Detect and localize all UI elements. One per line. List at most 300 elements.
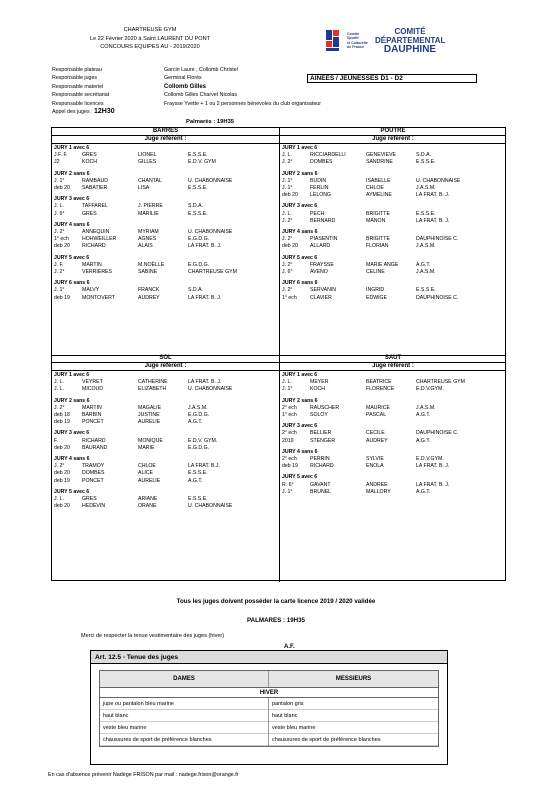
jury-title: JURY 5 avec 6 — [54, 254, 90, 261]
judge-club: S.D.A. — [188, 287, 203, 294]
col-messieurs: MESSIEURS — [269, 671, 438, 687]
jury-title: JURY 6 sans 6 — [54, 280, 90, 287]
judge-lastname: AVENO — [310, 269, 328, 276]
judge-lastname: PONCET — [82, 419, 104, 426]
judge-club: DAUPHINOISE C. — [416, 430, 459, 437]
judge-club: LA FRAT. B. J. — [188, 379, 222, 386]
committee-logo — [325, 26, 475, 62]
judge-club: E.S.S.E. — [188, 496, 208, 503]
judge-level: J. L. — [282, 379, 292, 386]
judge-row — [54, 386, 279, 393]
judge-firstname: FLORENCE — [366, 386, 395, 393]
palmares-time: Palmarès : 19H35 — [186, 119, 235, 125]
judge-lastname: FERLIN — [310, 185, 329, 192]
judge-club: LA FRAT. B. J. — [188, 243, 222, 250]
judge-club: J.A.S.M. — [416, 269, 436, 276]
judge-level: deb 20 — [54, 503, 70, 510]
judge-club: E.S.S.E. — [416, 210, 436, 217]
judge-row — [54, 243, 279, 250]
judge-firstname: J. PIERRE — [138, 203, 163, 210]
judge-row — [54, 203, 279, 210]
judge-firstname: GILLES — [138, 159, 157, 166]
judge-club: E.S.S.E. — [416, 159, 436, 166]
judge-level: deb 20 — [54, 243, 70, 250]
judge-club: S.D.A. — [188, 203, 203, 210]
judge-row — [54, 295, 279, 302]
judge-level: J. 1° — [54, 287, 65, 294]
licence-note: Tous les juges doivent posséder la carte licence 2019 / 2020 validée — [176, 598, 376, 605]
judge-level: J. 2° — [54, 404, 65, 411]
jury-block — [280, 398, 506, 420]
judge-level: 2° ech — [282, 404, 297, 411]
responsable-row: Responsable plateau Garcin Laure , Collomb Christel — [52, 67, 238, 73]
document-header — [60, 26, 240, 52]
judge-level: 1° ech — [54, 236, 69, 243]
tenue-item: haut blanc — [269, 710, 438, 722]
judge-lastname: VERRIERES — [82, 269, 112, 276]
judge-club: J.A.S.M. — [416, 185, 436, 192]
judge-level: J. 1° — [282, 488, 293, 495]
af-label: A.F. — [284, 644, 295, 650]
judge-lastname: RICHARD — [82, 243, 106, 250]
judge-lastname: RICCIARDELLI — [310, 152, 346, 159]
jury-title: JURY 2 sans 6 — [282, 397, 318, 404]
judge-level: deb 20 — [282, 243, 298, 250]
judge-club: LA FRAT. B. J. — [188, 294, 222, 301]
judge-level: deb 19 — [54, 419, 70, 426]
jury-title: JURY 6 sans 6 — [282, 280, 318, 287]
tenue-item: veste bleu marine — [100, 722, 268, 734]
judge-firstname: MARILIE — [138, 210, 159, 217]
judge-club: S.D.A. — [416, 152, 431, 159]
judge-row — [282, 218, 506, 225]
judge-level: J. 1° — [282, 386, 293, 393]
judge-lastname: RAMBAUD — [82, 177, 108, 184]
tenue-table — [90, 650, 448, 765]
juge-referent-label: Juge référent : — [280, 363, 506, 371]
tenue-item: jupe ou pantalon bleu marine — [100, 698, 268, 710]
jury-block — [52, 196, 279, 218]
apparatus-name: POUTRE — [280, 128, 506, 136]
judge-row — [282, 489, 506, 496]
judge-level: deb 19 — [54, 294, 70, 301]
jury-title: JURY 1 avec 6 — [54, 145, 90, 151]
apparatus-panel-poutre — [279, 128, 506, 355]
jury-block — [280, 280, 506, 302]
judge-lastname: MARTIN — [82, 261, 102, 268]
responsable-row: Responsable materiel Collomb Gilles — [52, 83, 207, 90]
judge-firstname: SANDRINE — [366, 159, 393, 166]
apparatus-panel-saut — [279, 355, 506, 582]
judge-club: LA FRAT. B. J. — [416, 192, 450, 199]
judge-club: A.G.T. — [416, 488, 431, 495]
jury-block — [280, 255, 506, 277]
judge-firstname: ENOLA — [366, 463, 384, 470]
apparatus-name: BARRES — [52, 128, 279, 136]
tenue-item: chaussures de sport de préférence blanches — [269, 734, 438, 746]
judge-level: J. L. — [54, 203, 64, 210]
judge-lastname: DOMBES — [310, 159, 333, 166]
judge-lastname: ANNEQUIN — [82, 229, 110, 236]
judge-club: LA FRAT. B. J. — [416, 481, 450, 488]
judge-row — [54, 287, 279, 294]
judge-lastname: RAUSCHER — [310, 404, 340, 411]
judge-firstname: AUDREY — [138, 294, 160, 301]
footer-contact: En cas d'absence prévenir Nadège FRISON par mail : nadege.frison@orange.fr — [48, 772, 239, 778]
judge-club: DAUPHINOISE C. — [416, 294, 459, 301]
judge-lastname: GAVANT — [310, 481, 331, 488]
judge-firstname: AURELIE — [138, 419, 161, 426]
jury-title: JURY 2 sans 6 — [282, 170, 318, 177]
jury-title: JURY 5 avec 6 — [282, 254, 318, 261]
judge-lastname: VEYRET — [82, 379, 103, 386]
judge-lastname: DOMBES — [82, 470, 105, 477]
judge-lastname: RICHARD — [310, 463, 334, 470]
judge-row — [282, 438, 506, 445]
judge-level: J. 1° — [282, 177, 293, 184]
messieurs-items — [269, 698, 438, 746]
judge-row — [282, 287, 506, 294]
judge-row — [54, 211, 279, 218]
judge-firstname: CECILE — [366, 430, 385, 437]
judge-level: J.F. F. — [54, 152, 68, 159]
judge-row — [54, 438, 279, 445]
apparatus-name: SAUT — [280, 355, 506, 363]
judge-firstname: LIONEL — [138, 152, 157, 159]
judge-firstname: AGNES — [138, 236, 157, 243]
judge-lastname: MONTOVERT — [82, 294, 115, 301]
judge-level: deb 20 — [54, 470, 70, 477]
judge-club: E.S.S.E. — [188, 185, 208, 192]
judge-level: J. L. — [282, 152, 292, 159]
judge-firstname: GENEVIEVE — [366, 152, 396, 159]
judge-firstname: ALAIS — [138, 243, 153, 250]
judge-lastname: BAURAND — [82, 444, 108, 451]
judge-level: J. L. — [54, 386, 64, 393]
jury-block — [52, 372, 279, 394]
judge-level: J. 2° — [54, 463, 65, 470]
jury-block — [52, 255, 279, 277]
jury-grid — [51, 127, 506, 581]
judge-row — [54, 379, 279, 386]
jury-block — [280, 423, 506, 445]
judge-level: J. L. — [54, 379, 64, 386]
judge-row — [282, 262, 506, 269]
judge-lastname: GRES — [82, 210, 97, 217]
judge-firstname: AUDREY — [366, 437, 388, 444]
judge-club: E.G.D.G. — [188, 236, 210, 243]
judge-level: 2° ech — [282, 430, 297, 437]
jury-block — [52, 280, 279, 302]
judge-firstname: ELIZABETH — [138, 386, 167, 393]
judge-level: J. 6° — [282, 269, 293, 276]
jury-block — [52, 489, 279, 511]
judge-club: E.D.V. GYM — [188, 159, 216, 166]
judge-row — [282, 295, 506, 302]
judge-row — [54, 503, 279, 510]
judge-lastname: BERNARD — [310, 217, 336, 224]
col-dames: DAMES — [100, 671, 269, 687]
jury-block — [280, 229, 506, 251]
judge-level: 2° ech — [282, 456, 297, 463]
judge-level: J. 1° — [282, 185, 293, 192]
judge-row — [54, 229, 279, 236]
judge-level: 1° ech — [282, 294, 297, 301]
tenue-title: Art. 12.5 - Tenue des juges — [91, 651, 447, 664]
judge-club: CHARTREUSE GYM — [188, 269, 237, 276]
judge-firstname: SYLVIE — [366, 456, 384, 463]
judge-row — [282, 236, 506, 243]
judge-row — [282, 243, 506, 250]
jury-title: JURY 3 avec 6 — [282, 203, 318, 210]
judge-row — [282, 386, 506, 393]
judge-level: J. 1° — [54, 177, 65, 184]
judge-firstname: EDWIGE — [366, 294, 388, 301]
judge-level: J. 2° — [282, 287, 293, 294]
header-competition: CONCOURS EQUIPES AU - 2019/2020 — [100, 44, 200, 50]
judge-lastname: GRES — [82, 152, 97, 159]
logo-mark-icon — [325, 28, 347, 58]
judge-row — [54, 412, 279, 419]
judge-row — [282, 211, 506, 218]
judge-level: R. 6° — [282, 481, 294, 488]
judge-club: U. CHABONNAISE — [188, 177, 233, 184]
judge-club: E.G.D.G. — [188, 412, 210, 419]
jury-block — [52, 145, 279, 167]
jury-title: JURY 1 avec 6 — [282, 372, 318, 378]
jury-title: JURY 1 avec 6 — [54, 372, 90, 378]
judge-row — [54, 463, 279, 470]
judge-row — [54, 185, 279, 192]
judge-lastname: KOCH — [310, 386, 325, 393]
judge-firstname: MAURICE — [366, 404, 390, 411]
judge-lastname: SERVANIN — [310, 287, 337, 294]
judge-row — [282, 269, 506, 276]
jury-block — [52, 456, 279, 485]
judge-club: E.D.V.GYM. — [416, 386, 444, 393]
judge-club: E.G.D.G. — [188, 444, 210, 451]
judge-lastname: SOLOY — [310, 412, 328, 419]
judge-firstname: ALICE — [138, 470, 153, 477]
judge-lastname: ALLARD — [310, 243, 331, 250]
tenue-note: Merci de respecter la tenue vestimentaire des juges (hiver) — [81, 633, 225, 639]
judge-lastname: FRAYSSE — [310, 261, 334, 268]
judge-level: deb 19 — [282, 463, 298, 470]
judge-lastname: PECH — [310, 210, 325, 217]
judge-firstname: ANDREE — [366, 481, 388, 488]
judge-lastname: SABATIER — [82, 185, 108, 192]
judge-club: U. CHABONNAISE — [188, 386, 233, 393]
jury-block — [280, 203, 506, 225]
palmares-bottom: PALMARES : 19H35 — [247, 617, 305, 624]
jury-title: JURY 3 avec 6 — [54, 430, 90, 437]
jury-title: JURY 5 avec 6 — [54, 488, 90, 495]
judge-row — [54, 262, 279, 269]
judge-row — [54, 405, 279, 412]
judge-level: J2 — [54, 159, 60, 166]
header-club: CHARTREUSE GYM — [123, 27, 177, 33]
judge-level: J. L. — [282, 210, 292, 217]
judge-level: F. — [54, 437, 59, 444]
jury-block — [52, 171, 279, 193]
judge-firstname: INGRID — [366, 287, 385, 294]
judge-row — [282, 192, 506, 199]
judge-club: A.G.T. — [188, 477, 203, 484]
appel-juges-row: Appel des juges : 12H30 — [52, 108, 115, 116]
tenue-item: veste bleu marine — [269, 722, 438, 734]
judge-club: E.S.S.E. — [188, 152, 208, 159]
judge-firstname: CHANTAL — [138, 177, 162, 184]
jury-block — [280, 474, 506, 496]
judge-row — [54, 478, 279, 485]
judge-firstname: JUSTINE — [138, 412, 160, 419]
judge-lastname: STENGER — [310, 437, 336, 444]
judge-lastname: BRUNEL — [310, 488, 332, 495]
judge-row — [54, 419, 279, 426]
judge-firstname: ISABELLE — [366, 177, 391, 184]
responsables-list — [52, 66, 321, 116]
judge-lastname: GRES — [82, 496, 97, 503]
judge-row — [54, 470, 279, 477]
judge-firstname: M.NOËLLE — [138, 261, 165, 268]
judge-firstname: ARIANE — [138, 496, 158, 503]
judge-lastname: KOCH — [82, 159, 97, 166]
judge-club: E.D.V. GYM. — [188, 437, 218, 444]
jury-title: JURY 4 sans 6 — [54, 221, 90, 228]
judge-firstname: AURELIE — [138, 477, 161, 484]
judge-club: LA FRAT. B. J. — [416, 217, 450, 224]
judge-lastname: MICOUD — [82, 386, 104, 393]
juge-referent-label: Juge référent : — [280, 136, 506, 144]
judge-firstname: MAGALIE — [138, 404, 162, 411]
judge-club: J.A.S.M. — [416, 404, 436, 411]
responsable-row: Responsable secrétariat Collomb Gilles Charvet Nicolas — [52, 92, 238, 99]
judge-row — [282, 430, 506, 437]
juge-referent-label: Juge référent : — [52, 136, 279, 144]
judge-club: CHARTREUSE GYM — [416, 379, 465, 386]
dames-items — [100, 698, 269, 746]
jury-block — [52, 430, 279, 452]
judge-level: J. 2° — [54, 269, 65, 276]
judge-lastname: TRAMOY — [82, 463, 105, 470]
jury-block — [52, 222, 279, 251]
judge-row — [282, 405, 506, 412]
jury-title: JURY 4 sans 6 — [282, 229, 318, 236]
judge-row — [282, 178, 506, 185]
judge-firstname: MARIE ANGE — [366, 261, 399, 268]
judge-firstname: BEATRICE — [366, 379, 392, 386]
jury-title: JURY 4 sans 6 — [282, 448, 318, 455]
judge-firstname: SABINE — [138, 269, 158, 276]
judge-row — [54, 178, 279, 185]
judge-lastname: HEDEVIN — [82, 503, 106, 510]
judge-firstname: FLORIAN — [366, 243, 389, 250]
responsable-row: Responsable juges Germinal Florès — [52, 75, 202, 82]
judge-club: E.S.S.E. — [188, 470, 208, 477]
jury-block — [52, 398, 279, 427]
judge-row — [54, 496, 279, 503]
judge-row — [54, 236, 279, 243]
judge-club: J.A.S.M. — [188, 404, 208, 411]
judge-row — [282, 152, 506, 159]
tenue-item: haut blanc — [100, 710, 268, 722]
judge-level: J. 2° — [282, 217, 293, 224]
judge-lastname: HOHWEILLER — [82, 236, 117, 243]
judge-lastname: PONCET — [82, 477, 104, 484]
judge-row — [282, 482, 506, 489]
judge-level: deb 18 — [54, 412, 70, 419]
judge-club: E.G.D.G. — [188, 261, 210, 268]
judge-firstname: CHLOE — [366, 185, 384, 192]
judge-level: J. 6° — [54, 210, 65, 217]
judge-lastname: PIASENTIN — [310, 236, 338, 243]
jury-title: JURY 3 avec 6 — [54, 196, 90, 203]
judge-lastname: PERRIN — [310, 456, 330, 463]
judge-row — [282, 379, 506, 386]
judge-club: E.D.V.GYM. — [416, 456, 444, 463]
judge-firstname: BRIGITTE — [366, 236, 390, 243]
judge-club: J.A.S.M. — [416, 243, 436, 250]
judge-firstname: MARIE — [138, 444, 155, 451]
judge-lastname: LELONG — [310, 192, 332, 199]
jury-title: JURY 4 sans 6 — [54, 456, 90, 463]
judge-firstname: CELINE — [366, 269, 385, 276]
jury-title: JURY 2 sans 6 — [54, 397, 90, 404]
judge-firstname: FRANCK — [138, 287, 160, 294]
judge-club: LA FRAT. B.J. — [188, 463, 220, 470]
judge-lastname: CLAVIER — [310, 294, 332, 301]
judge-club: U. CHABONNAISE — [416, 177, 461, 184]
apparatus-name: SOL — [52, 355, 279, 363]
jury-title: JURY 3 avec 6 — [282, 423, 318, 430]
judge-level: J. 2° — [282, 236, 293, 243]
judge-firstname: ORANE — [138, 503, 157, 510]
judge-club: E.S.S.E. — [416, 287, 436, 294]
judge-lastname: MALVY — [82, 287, 100, 294]
judge-lastname: MEYER — [310, 379, 329, 386]
season-hiver: HIVER — [100, 687, 438, 698]
judge-firstname: CATHERINE — [138, 379, 168, 386]
judge-row — [282, 185, 506, 192]
judge-firstname: MYRIAM — [138, 229, 159, 236]
judge-row — [54, 445, 279, 452]
judge-row — [282, 412, 506, 419]
jury-block — [280, 372, 506, 394]
jury-block — [280, 449, 506, 471]
judge-row — [54, 269, 279, 276]
apparatus-panel-barres — [52, 128, 279, 355]
judge-level: deb 19 — [54, 477, 70, 484]
judge-firstname: CHLOE — [138, 463, 156, 470]
judge-firstname: LISA — [138, 185, 150, 192]
jury-title: JURY 2 sans 6 — [54, 170, 90, 177]
tenue-item: pantalon gris — [269, 698, 438, 710]
judge-level: J. 2° — [282, 159, 293, 166]
header-date-place: Le 22 Février 2020 à Saint LAURENT DU PONT — [89, 35, 211, 42]
judge-club: A.G.T. — [416, 261, 431, 268]
responsable-row: Responsable licences Fraysse Yvette + 1 ou 2 personnes bénévoles du club organisateur — [52, 100, 321, 107]
judge-club: A.G.T. — [416, 437, 431, 444]
judge-level: deb 20 — [54, 444, 70, 451]
judge-firstname: MALLORY — [366, 488, 391, 495]
judge-club: U. CHABONNAISE — [188, 229, 233, 236]
tenue-inner-table — [99, 670, 439, 747]
judge-club: LA FRAT. B. J. — [416, 463, 450, 470]
jury-block — [280, 145, 506, 167]
judge-level: 2019 — [282, 437, 294, 444]
judge-lastname: RICHARD — [82, 437, 106, 444]
judge-lastname: BELLIER — [310, 430, 332, 437]
